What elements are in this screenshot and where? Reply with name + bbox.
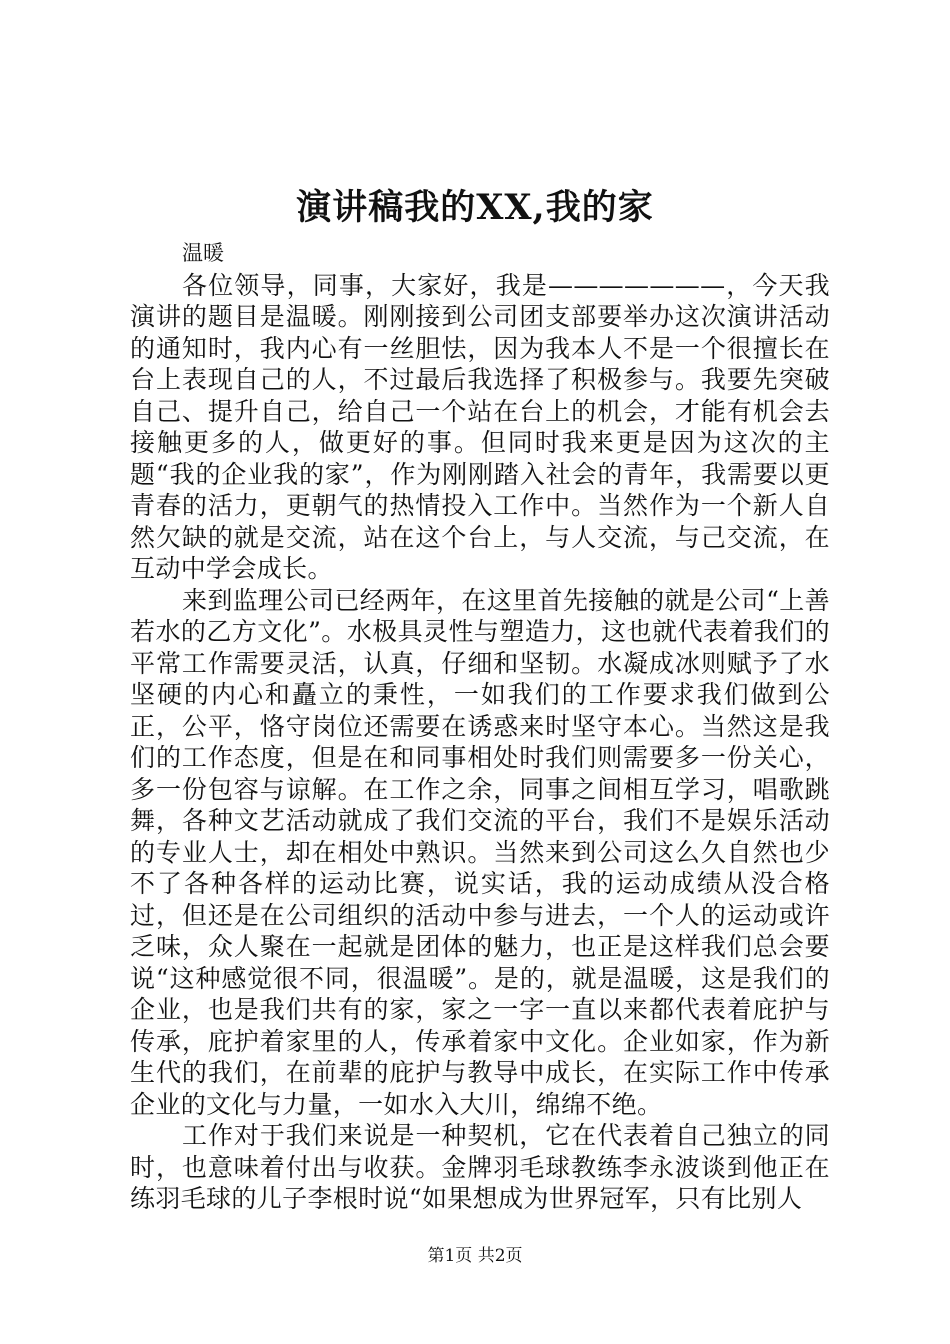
document-body: [130, 238, 830, 1215]
document-title: 演讲稿我的XX,我的家: [296, 187, 654, 228]
paragraph-3: 工作对于我们来说是一种契机，它在代表着自己独立的同时，也意味着付出与收获。金牌羽毛球教练李永波谈到他正在练羽毛球的儿子李根时说“如果想成为世界冠军，只有比别人: [130, 1121, 830, 1213]
paragraph-1: 各位领导，同事，大家好，我是———————，今天我演讲的题目是温暖。刚刚接到公司团支部要举办这次演讲活动的通知时，我内心有一丝胆怯，因为我本人不是一个很擅长在台上表现自己的人，不过最后我选择了积极参与。我要先突破自己、提升自己，给自己一个站在台上的机会，才能有机会去接触更多的人，做更好的事。但同时我来更是因为这次的主题“我的企业我的家”，作为刚刚踏入社会的青年，我需要以更青春的活力，更朝气的热情投入工作中。当然作为一个新人自然欠缺的就是交流，站在这个台上，与人交流，与己交流，在互动中学会成长。: [130, 270, 830, 583]
paragraph-2: 来到监理公司已经两年，在这里首先接触的就是公司“上善若水的乙方文化”。水极具灵性与塑造力，这也就代表着我们的平常工作需要灵活，认真，仔细和坚韧。水凝成冰则赋予了水坚硬的内心和矗立的秉性，一如我们的工作要求我们做到公正，公平，恪守岗位还需要在诱惑来时坚守本心。当然这是我们的工作态度，但是在和同事相处时我们则需要多一份关心，多一份包容与谅解。在工作之余，同事之间相互学习，唱歌跳舞，各种文艺活动就成了我们交流的平台，我们不是娱乐活动的专业人士，却在相处中熟识。当然来到公司这么久自然也少不了各种各样的运动比赛，说实话，我的运动成绩从没合格过，但还是在公司组织的活动中参与进去，一个人的运动或许乏味，众人聚在一起就是团体的魅力，也正是这样我们总会要说“这种感觉很不同，很温暖”。是的，就是温暖，这是我们的企业，也是我们共有的家，家之一字一直以来都代表着庇护与传承，庇护着家里的人，传承着家中文化。企业如家，作为新生代的我们，在前辈的庇护与教导中成长，在实际工作中传承企业的文化与力量，一如水入大川，绵绵不绝。: [130, 585, 830, 1119]
page-footer: 第1页 共2页: [427, 1246, 523, 1266]
document-subtitle: 温暖: [182, 241, 224, 265]
